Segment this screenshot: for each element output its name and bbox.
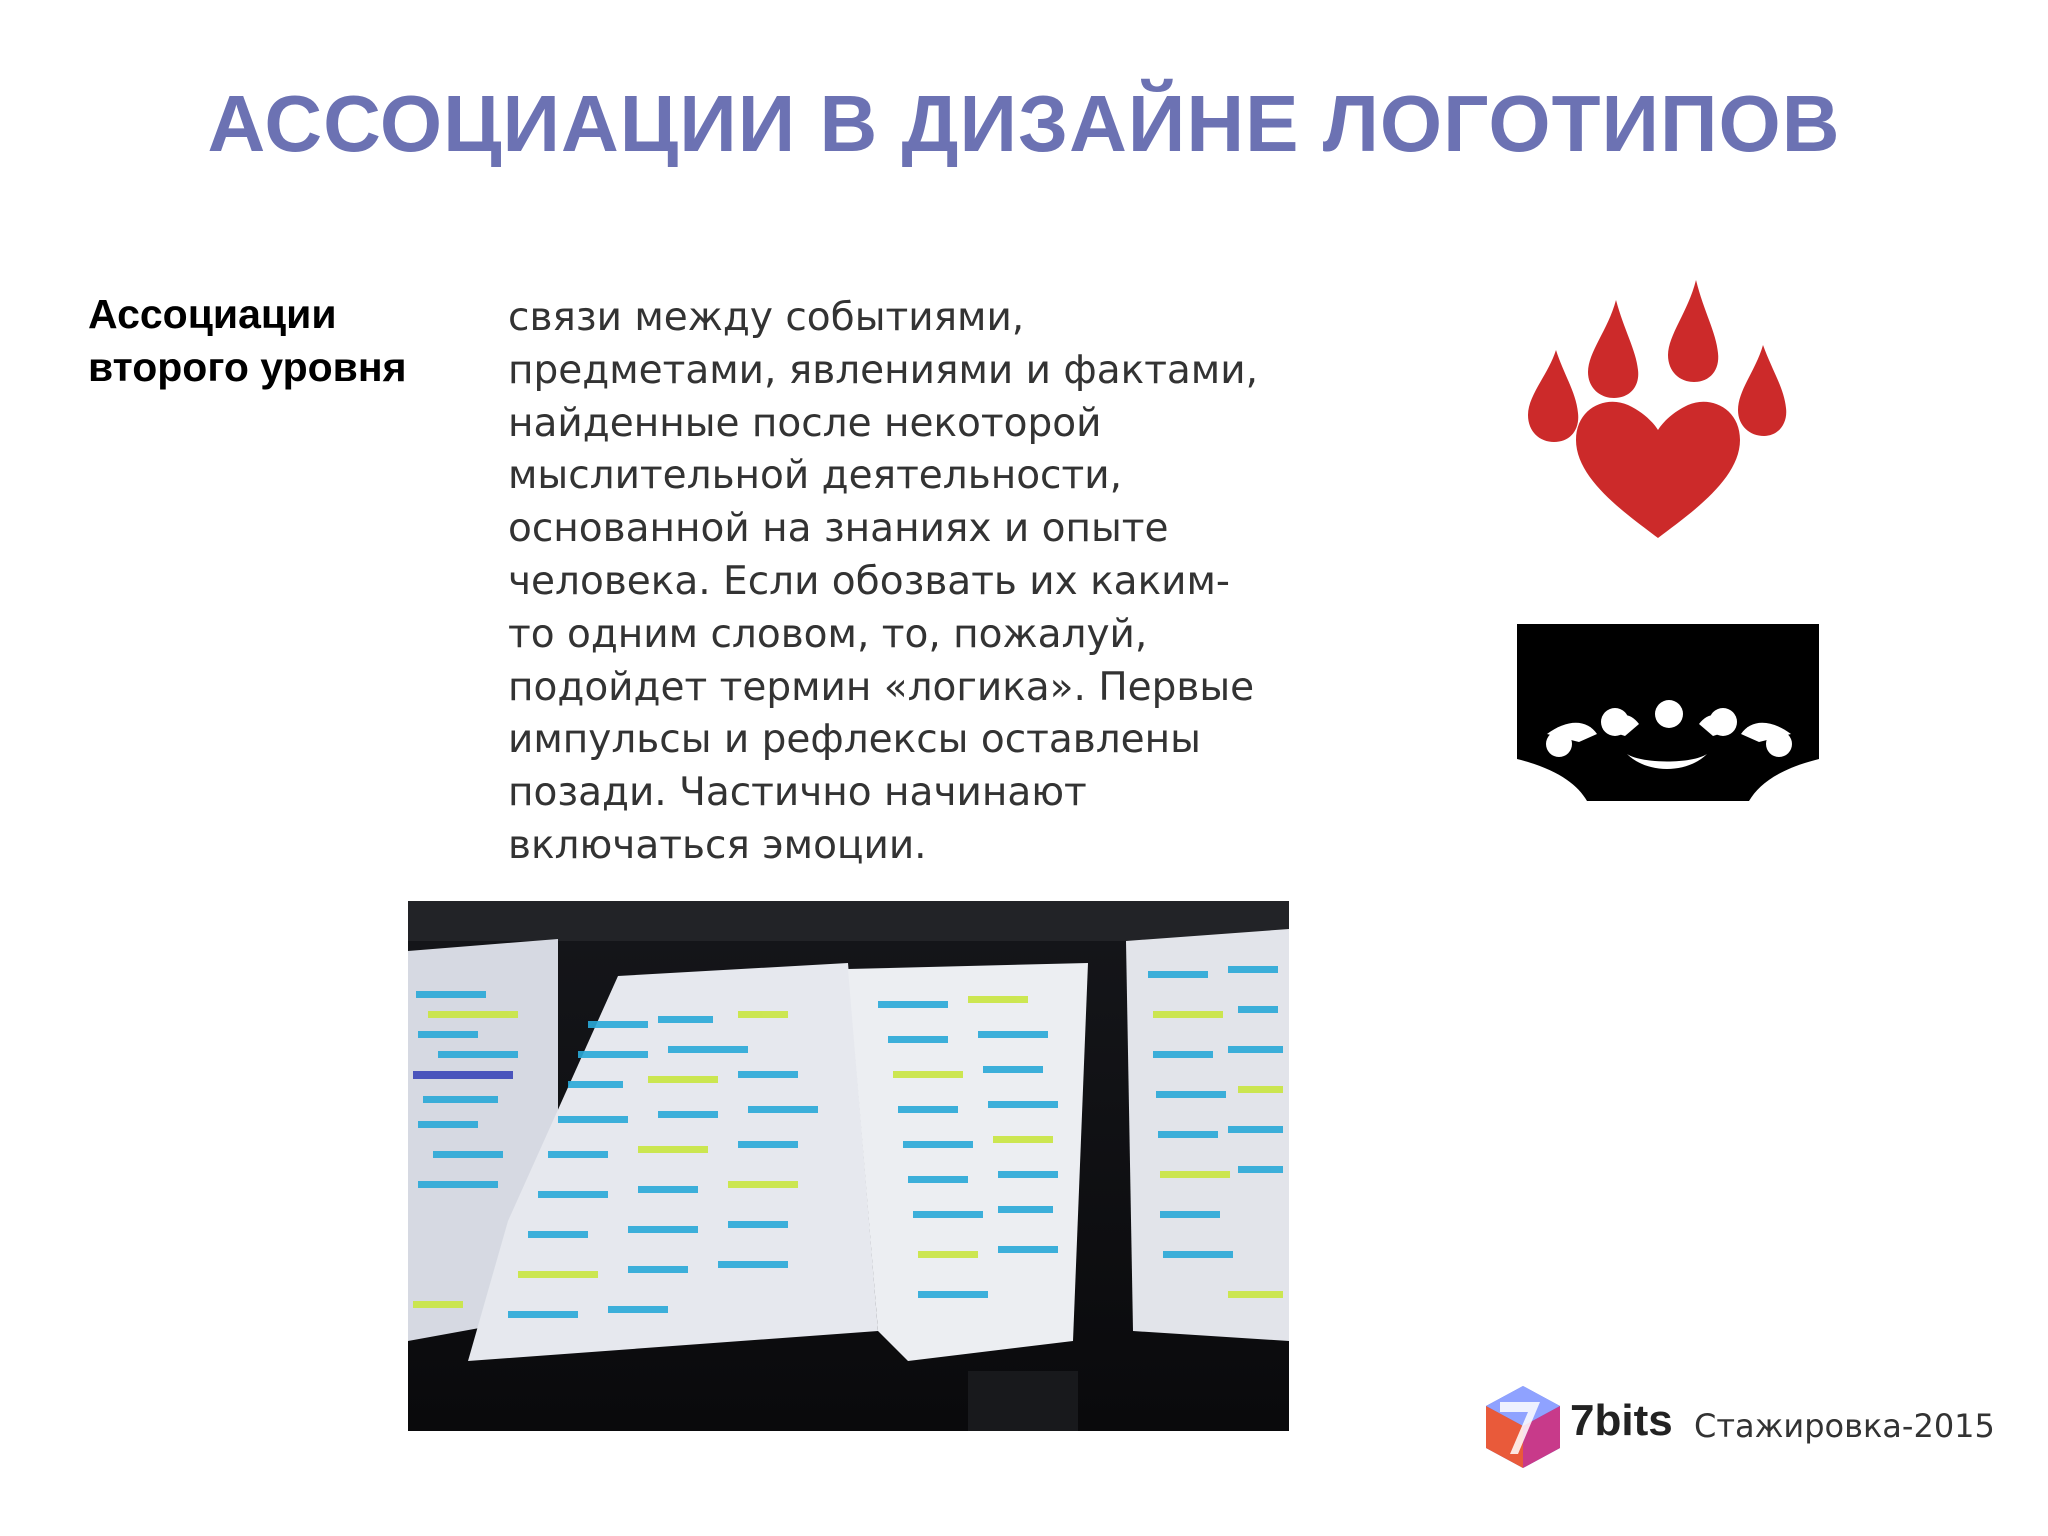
definition-line: мыслительной деятельности, [508,453,1122,499]
definition-line: предметами, явлениями и фактами, [508,347,1258,393]
paw-heart-logo [1528,280,1788,542]
definition-line: включаться эмоции. [508,822,927,868]
definition-line: найденные после некоторой [508,400,1102,446]
definition-line: позади. Частично начинают [508,770,1087,816]
splash-drops-logo [1517,624,1819,801]
definition-line: подойдет термин «логика». Первые [508,664,1255,710]
brand-name: 7bits [1570,1396,1673,1445]
slide-title: АССОЦИАЦИИ В ДИЗАЙНЕ ЛОГОТИПОВ [207,79,1841,168]
definition-line: основанной на знаниях и опыте [508,506,1169,552]
term-line: второго уровня [88,344,407,390]
term-line: Ассоциации [88,291,337,337]
term-heading [88,288,407,394]
definition-line: связи между событиями, [508,295,1025,340]
definition-line: человека. Если обозвать их каким- [508,558,1230,604]
definition-text [508,292,1268,873]
7bits-cube-logo [1480,1384,1566,1470]
definition-line: импульсы и рефлексы оставлены [508,717,1201,763]
footer-tagline: Стажировка-2015 [1694,1407,1995,1445]
definition-line: то одним словом, то, пожалуй, [508,611,1148,657]
highlighted-sheets-photo [408,901,1289,1431]
